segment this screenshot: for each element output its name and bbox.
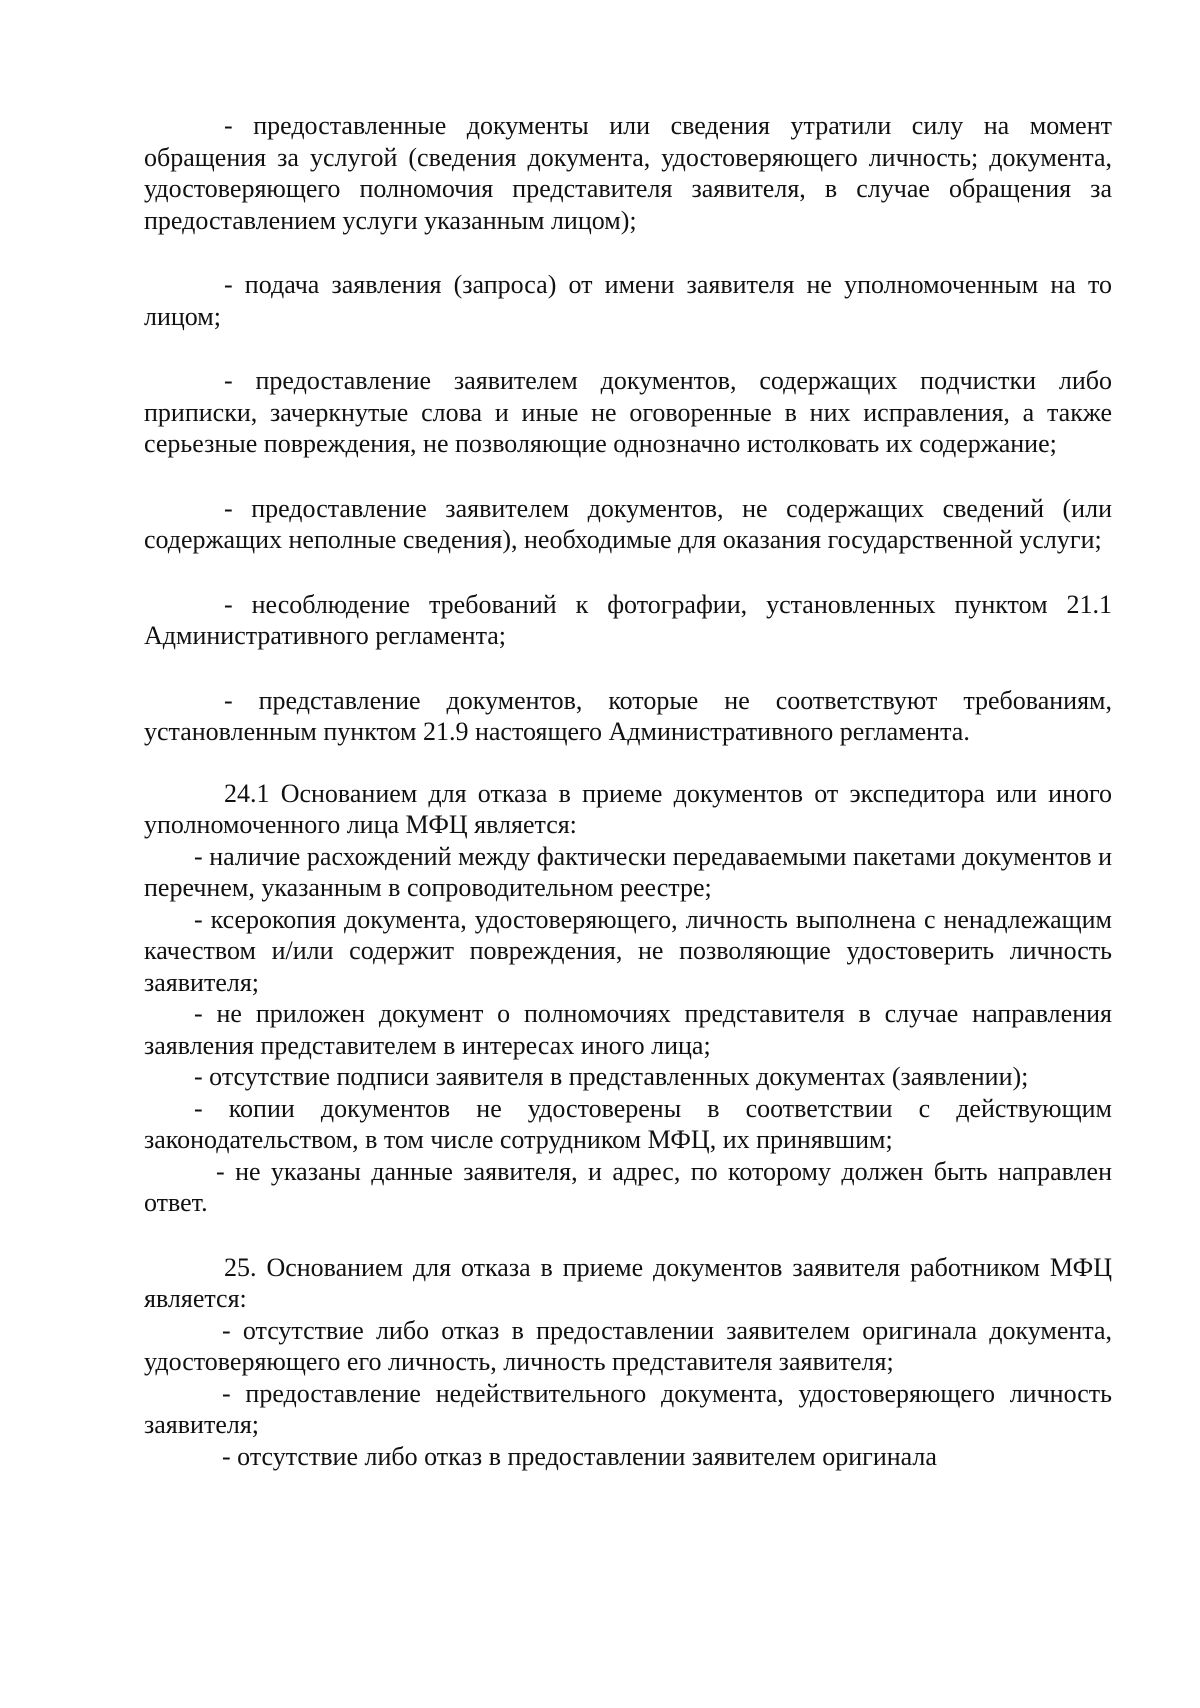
paragraph-incomplete-info: - предоставление заявителем документов, не содержащих сведений (или содержащих неполные сведения), необходимые для оказания государственной услуги;: [144, 493, 1112, 554]
paragraph-unauthorized-submission: - подача заявления (запроса) от имени заявителя не уполномоченным на то лицом;: [144, 270, 1112, 331]
paragraph-erasures-corrections: - предоставление заявителем документов, содержащих подчистки либо приписки, зачеркнутые слова и иные не оговоренные в них исправления, а также серьезные повреждения, не позволяющие однозначно истолковать их содержание;: [144, 366, 1112, 458]
section-25: [144, 1252, 1112, 1473]
list-item: - ксерокопия документа, удостоверяющего, личность выполнена с ненадлежащим качеством и/или содержит повреждения, не позволяющие удостоверить личность заявителя;: [144, 904, 1112, 997]
list-item: - наличие расхождений между фактически передаваемыми пакетами документов и перечнем, указанным в сопроводительном реестре;: [144, 841, 1112, 902]
paragraph-documents-nonconforming: - представление документов, которые не соответствуют требованиям, установленным пунктом 21.9 настоящего Административного регламента.: [144, 685, 1112, 746]
section-24-1: [144, 778, 1112, 1219]
section-25-lead: 25. Основанием для отказа в приеме документов заявителя работником МФЦ является:: [144, 1252, 1112, 1313]
document-body: [144, 110, 1112, 1472]
list-item: - отсутствие подписи заявителя в представленных документах (заявлении);: [194, 1062, 1029, 1091]
list-item: - отсутствие либо отказ в предоставлении заявителем оригинала: [222, 1441, 937, 1471]
list-item: - не приложен документ о полномочиях представителя в случае направления заявления представителем в интересах иного лица;: [144, 999, 1112, 1060]
paragraph-expired-documents: - предоставленные документы или сведения утратили силу на момент обращения за услугой (сведения документа, удостоверяющего личность; документа, удостоверяющего полномочия представителя заявителя, в случае обращения за предоставлением услуги указанным лицом);: [144, 111, 1112, 235]
list-item: - не указаны данные заявителя, и адрес, по которому должен быть направлен ответ.: [144, 1156, 1112, 1217]
paragraph-photo-requirements: - несоблюдение требований к фотографии, установленных пунктом 21.1 Административного регламента;: [144, 589, 1112, 650]
list-item: - предоставление недействительного документа, удостоверяющего личность заявителя;: [144, 1378, 1112, 1439]
list-item: - отсутствие либо отказ в предоставлении заявителем оригинала документа, удостоверяющего его личность, личность представителя заявителя;: [144, 1315, 1112, 1376]
section-24-1-lead: 24.1 Основанием для отказа в приеме документов от экспедитора или иного уполномоченного лица МФЦ является:: [144, 778, 1112, 839]
list-item: - копии документов не удостоверены в соответствии с действующим законодательством, в том числе сотрудником МФЦ, их принявшим;: [144, 1093, 1112, 1154]
